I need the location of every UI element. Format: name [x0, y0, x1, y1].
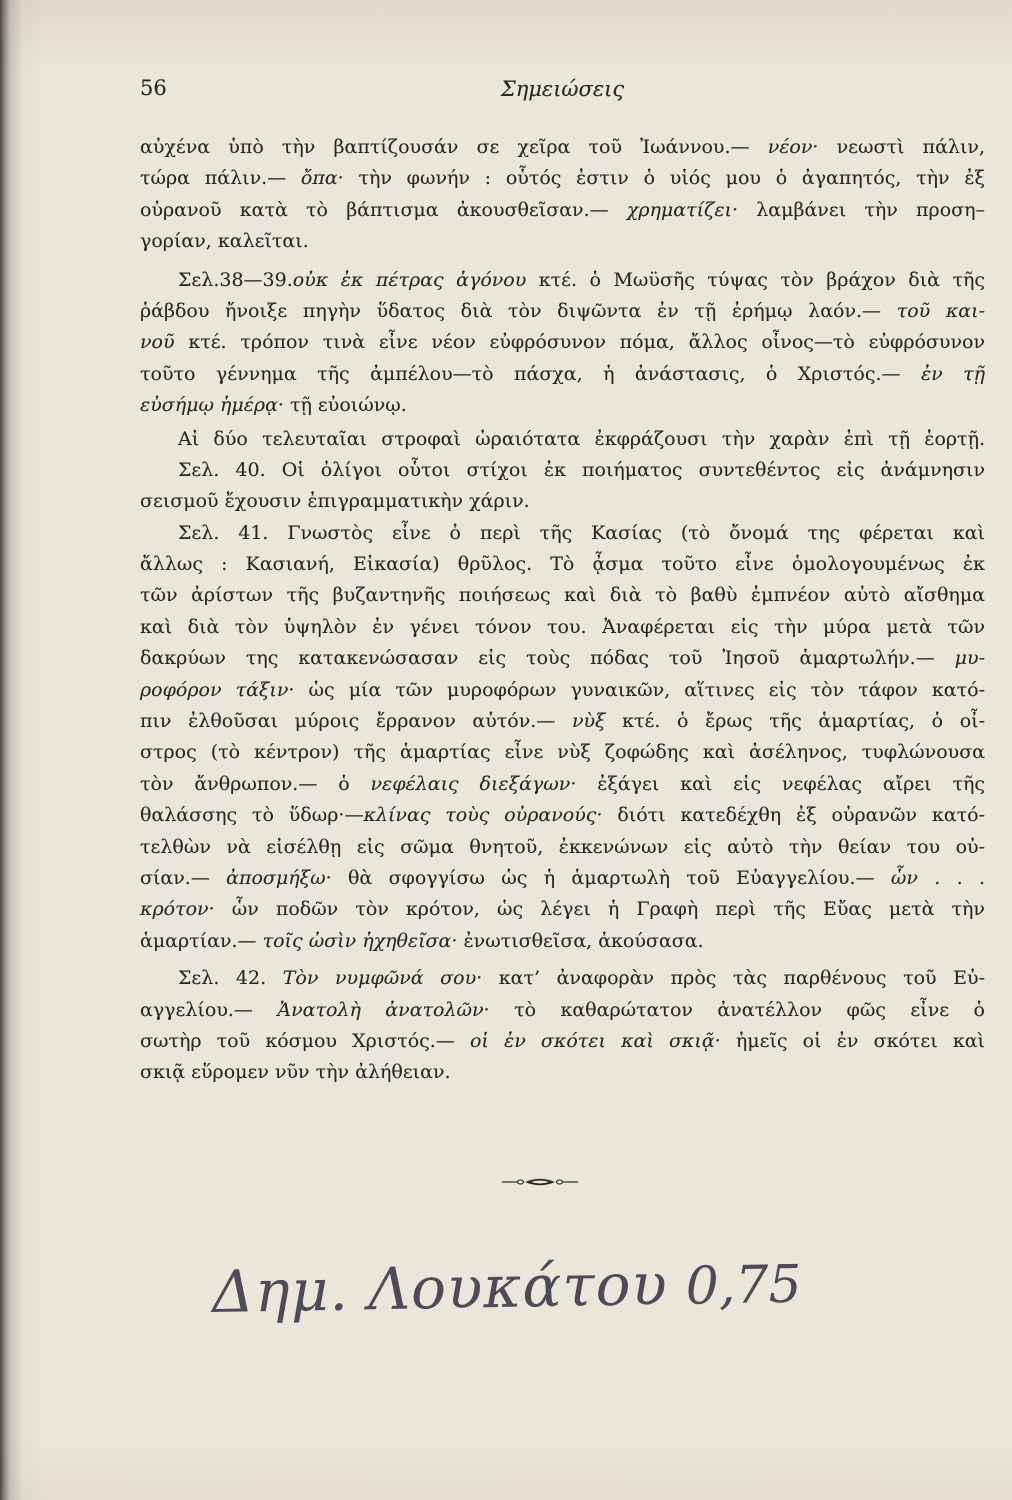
text-run: καὶ διὰ τὸν ὑψηλὸν ἐν γένει τόνον του. Ἀναφέρεται εἰς τὴν μύρα μετὰ τῶν [140, 615, 985, 638]
text-run: σωτὴρ τοῦ κόσμου Χριστός.— [140, 1029, 470, 1052]
handwritten-signature: Δημ. Λουκάτου [211, 1250, 669, 1326]
text-run: τὴν φωνήν : οὗτός ἐστιν ὁ υἱός μου ὁ ἀγαπητός, τὴν ἐξ [343, 167, 985, 190]
text-run: Σελ. 42. [178, 967, 283, 990]
paragraph [140, 455, 985, 518]
running-title: Σημειώσεις [500, 77, 625, 101]
text-line [140, 455, 985, 486]
text-line [140, 424, 985, 455]
fleuron-divider-icon [500, 1174, 580, 1190]
text-run: κτέ. τρόπον τινὰ εἶνε νέον εὐφρόσυνον πόμα, ἄλλος οἶνος—τὸ εὐφρόσυνον [174, 331, 985, 354]
paragraph [140, 424, 985, 455]
text-line [140, 359, 985, 390]
text-run: κτέ. ὁ ἔρως τῆς ἁμαρτίας, ὁ οἶ- [605, 710, 986, 733]
text-run: αὐχένα ὑπὸ τὴν βαπτίζουσάν σε χεῖρα τοῦ Ἰωάννου.— [140, 136, 768, 158]
text-line [140, 1057, 985, 1088]
text-line [140, 390, 985, 421]
text-run: ἄλλως : Κασιανή, Εἰκασία) θρῦλος. Τὸ ᾆσμα τοῦτο εἶνε ὁμολογουμένως ἐκ [140, 553, 985, 576]
italic-term: Τὸν νυμφῶνά σου· [282, 967, 483, 990]
text-run: ἐξάγει καὶ εἰς νεφέλας αἴρει τῆς [576, 772, 985, 795]
text-line [140, 675, 985, 706]
ornament-left-bead [518, 1180, 524, 1184]
italic-term: κρότον· [140, 898, 215, 921]
italic-term: ἐν τῇ [920, 362, 985, 385]
text-run: ἐνωτισθεῖσα, ἀκούσασα. [457, 929, 704, 952]
text-run: ὡς μία τῶν μυροφόρων γυναικῶν, αἵτινες εἰς τὸν τάφον κατό- [294, 678, 985, 701]
italic-term: ροφόρον τάξιν· [140, 678, 295, 701]
text-run: τὸν ἄνθρωπον.— ὁ [140, 772, 371, 795]
italic-term: νὺξ [571, 710, 606, 733]
text-run: τὸ καθαρώτατον ἀνατέλλον φῶς εἶνε ὁ [489, 998, 985, 1021]
text-run: τοῦτο γέννημα τῆς ἀμπέλου—τὸ πάσχα, ἡ ἀνάστασις, ὁ Χριστός.— [140, 362, 921, 385]
page-number: 56 [140, 76, 167, 100]
ornament-right-bead [557, 1180, 563, 1184]
text-line [140, 1026, 985, 1057]
italic-term: ὧν . . . [890, 866, 985, 889]
text-run: δακρύων της κατακενώσασαν εἰς τοὺς πόδας τοῦ Ἰησοῦ ἁμαρτωλήν.— [140, 647, 955, 670]
italic-term: οὐκ ἐκ πέτρας ἀγόνου [292, 268, 527, 291]
text-line [140, 580, 985, 611]
text-line [140, 995, 985, 1026]
text-line [140, 549, 985, 580]
text-run: Σελ. 41. Γνωστὸς εἶνε ὁ περὶ τῆς Κασίας (τὸ ὄνομά της φέρεται καὶ [178, 521, 985, 544]
text-run: κτέ. ὁ Μωϋσῆς τύψας τὸν βράχον διὰ τῆς [526, 268, 985, 291]
handwritten-note [211, 1248, 802, 1326]
body-text [140, 132, 985, 1089]
text-line [140, 296, 985, 327]
text-run: τῶν ἀρίστων τῆς βυζαντηνῆς ποιήσεως καὶ διὰ τὸ βαθὺ ἐμπνέον αὐτὸ αἴσθημα [140, 584, 985, 607]
text-run: διότι κατεδέχθη ἐξ οὐρανῶν κατό- [602, 804, 986, 827]
text-run: ῥάβδου ἤνοιξε πηγὴν ὕδατος διὰ τὸν διψῶντα ἐν τῇ ἐρήμῳ λαόν.— [140, 299, 897, 322]
italic-term: εὐσήμῳ ἡμέρᾳ· [140, 394, 284, 417]
text-run: ἁμαρτίαν.— [140, 929, 263, 952]
text-line [140, 327, 985, 358]
italic-term: νεφέλαις διεξάγων· [370, 772, 577, 795]
handwritten-price: 0,75 [685, 1254, 803, 1317]
text-run: ὧν ποδῶν τὸν κρότον, ὡς λέγει ἡ Γραφὴ περὶ τῆς Εὔας μετὰ τὴν [214, 898, 985, 921]
text-line [140, 612, 985, 643]
paragraph [140, 265, 985, 422]
text-run: σίαν.— [140, 866, 227, 889]
text-run: τελθὼν νὰ εἰσέλθῃ εἰς σῶμα θνητοῦ, ἐκκενώνων εἰς αὐτὸ τὴν θείαν του οὐ- [140, 835, 985, 858]
italic-term: ἀποσμήξω· [226, 866, 332, 889]
text-run: τώρα πάλιν.— [140, 167, 301, 190]
text-line [140, 863, 985, 894]
text-line [140, 163, 985, 194]
text-run: αγγελίου.— [140, 998, 278, 1021]
text-line [140, 963, 985, 994]
italic-term: οἱ ἐν σκότει καὶ σκιᾷ· [469, 1029, 721, 1052]
text-run: γορίαν, καλεῖται. [140, 230, 309, 253]
text-line [140, 926, 985, 957]
text-run: Σελ. 40. Οἱ ὀλίγοι οὗτοι στίχοι ἐκ ποιήματος συντεθέντος εἰς ἀνάμνησιν [178, 458, 985, 481]
text-line [140, 800, 985, 831]
text-line [140, 737, 985, 768]
text-run: Αἱ δύο τελευταῖαι στροφαὶ ὡραιότατα ἐκφράζουσι τὴν χαρὰν ἐπὶ τῇ ἑορτῇ. [178, 427, 985, 450]
italic-term: Ἀνατολὴ ἀνατολῶν· [277, 998, 490, 1021]
text-line [140, 832, 985, 863]
text-line [140, 706, 985, 737]
text-line [140, 894, 985, 925]
text-line [140, 265, 985, 296]
paragraph [140, 518, 985, 957]
text-run: Σελ.38—39. [178, 268, 293, 291]
italic-term: μυ- [954, 647, 985, 670]
italic-term: νέον· [767, 136, 819, 158]
text-line [140, 195, 985, 226]
italic-term: νοῦ [140, 331, 175, 354]
text-run: θὰ σφογγίσω ὡς ἡ ἁμαρτωλὴ τοῦ Εὐαγγελίου.— [331, 866, 891, 889]
text-run: σκιᾷ εὕρομεν νῦν τὴν ἀλήθειαν. [140, 1061, 451, 1084]
italic-term: χρηματίζει· [626, 198, 739, 221]
text-line [140, 518, 985, 549]
italic-term: τοῦ και- [896, 299, 986, 322]
text-line [140, 643, 985, 674]
italic-term: τοῖς ὠσὶν ἠχηθεῖσα· [262, 929, 458, 952]
text-run: σεισμοῦ ἔχουσιν ἐπιγραμματικὴν χάριν. [140, 490, 530, 513]
text-run: οὐρανοῦ κατὰ τὸ βάπτισμα ἀκουσθεῖσαν.— [140, 198, 627, 221]
paragraph [140, 963, 985, 1089]
text-line [140, 226, 985, 257]
paragraph [140, 132, 985, 258]
text-line [140, 132, 985, 163]
text-run: νεωστὶ πάλιν, [818, 136, 986, 158]
text-run: λαμβάνει τὴν προση– [738, 198, 985, 221]
text-run: πιν ἐλθοῦσαι μύροις ἔρρανον αὐτόν.— [140, 710, 572, 733]
text-run: θαλάσσης τὸ ὕδωρ·— [140, 804, 364, 827]
text-run: στρος (τὸ κέντρον) τῆς ἁμαρτίας εἶνε νὺξ ζοφώδης καὶ ἀσέληνος, τυφλώνουσα [140, 741, 985, 764]
text-line [140, 486, 985, 517]
italic-term: ὄπα· [300, 167, 344, 190]
text-line [140, 769, 985, 800]
text-run: τῇ εὐοιώνῳ. [283, 394, 407, 417]
italic-term: κλίνας τοὺς οὐρανούς· [363, 804, 603, 827]
text-run: κατ’ ἀναφορὰν πρὸς τὰς παρθένους τοῦ Εὐ- [482, 967, 985, 990]
text-run: ἡμεῖς οἱ ἐν σκότει καὶ [720, 1029, 985, 1052]
